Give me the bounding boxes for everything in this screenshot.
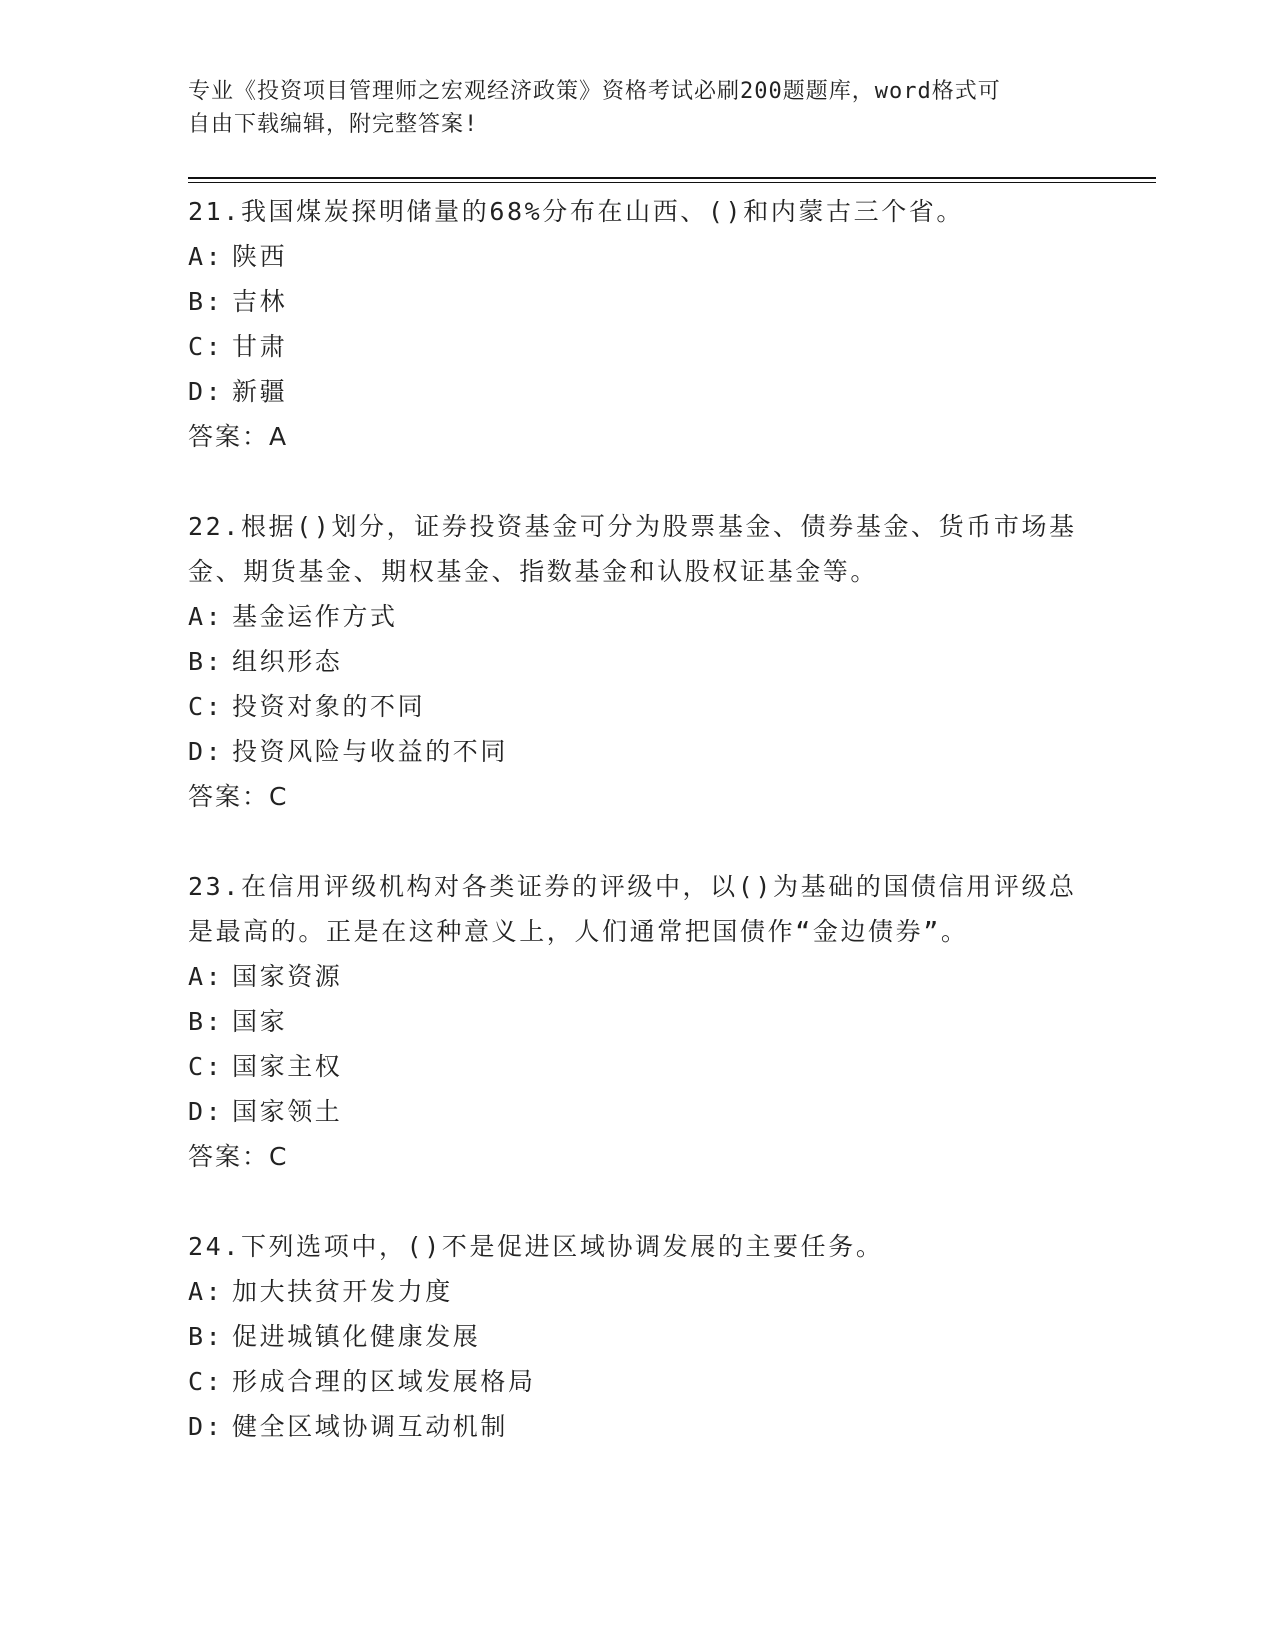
option-d	[188, 1089, 1088, 1134]
option-a	[188, 594, 1088, 639]
option-d	[188, 369, 1088, 414]
question-list	[188, 189, 1088, 1494]
option-letter: D:	[188, 737, 224, 766]
document-header	[188, 75, 1088, 141]
option-a	[188, 234, 1088, 279]
option-text: 甘肃	[232, 332, 288, 361]
header-line-1: 专业《投资项目管理师之宏观经济政策》资格考试必刷200题题库，word格式可	[188, 79, 1001, 104]
option-letter: D:	[188, 377, 224, 406]
answer-line: 答案：A	[188, 422, 289, 451]
question-23	[188, 864, 1088, 1179]
option-letter: B:	[188, 1007, 224, 1036]
option-text: 吉林	[232, 287, 288, 316]
option-letter: A:	[188, 602, 224, 631]
option-letter: B:	[188, 287, 224, 316]
option-text: 投资对象的不同	[232, 692, 426, 721]
answer-line: 答案：C	[188, 782, 289, 811]
option-text: 国家资源	[232, 962, 343, 991]
option-text: 形成合理的区域发展格局	[232, 1367, 536, 1396]
option-b	[188, 639, 1088, 684]
option-letter: D:	[188, 1097, 224, 1126]
option-letter: C:	[188, 332, 224, 361]
option-c	[188, 324, 1088, 369]
option-c	[188, 1359, 1088, 1404]
option-letter: B:	[188, 1322, 224, 1351]
option-text: 组织形态	[232, 647, 343, 676]
option-letter: A:	[188, 962, 224, 991]
option-text: 健全区域协调互动机制	[232, 1412, 509, 1441]
question-22	[188, 504, 1088, 819]
option-text: 投资风险与收益的不同	[232, 737, 509, 766]
header-line-2: 自由下载编辑，附完整答案!	[188, 112, 479, 137]
option-text: 国家	[232, 1007, 288, 1036]
option-letter: C:	[188, 692, 224, 721]
option-d	[188, 729, 1088, 774]
question-stem: 21.我国煤炭探明储量的68%分布在山西、()和内蒙古三个省。	[188, 197, 965, 226]
option-b	[188, 999, 1088, 1044]
option-text: 陕西	[232, 242, 288, 271]
option-letter: A:	[188, 1277, 224, 1306]
option-letter: B:	[188, 647, 224, 676]
option-d	[188, 1404, 1088, 1449]
option-a	[188, 1269, 1088, 1314]
option-b	[188, 1314, 1088, 1359]
option-text: 国家领土	[232, 1097, 343, 1126]
question-stem: 24.下列选项中，()不是促进区域协调发展的主要任务。	[188, 1232, 884, 1261]
option-text: 国家主权	[232, 1052, 343, 1081]
question-stem: 22.根据()划分，证券投资基金可分为股票基金、债券基金、货币市场基金、期货基金、期权基金、指数基金和认股权证基金等。	[188, 512, 1077, 586]
option-text: 促进城镇化健康发展	[232, 1322, 481, 1351]
option-text: 新疆	[232, 377, 288, 406]
question-stem: 23.在信用评级机构对各类证券的评级中，以()为基础的国债信用评级总是最高的。正是在这种意义上，人们通常把国债作“金边债券”。	[188, 872, 1077, 946]
question-21	[188, 189, 1088, 459]
option-text: 基金运作方式	[232, 602, 398, 631]
option-text: 加大扶贫开发力度	[232, 1277, 453, 1306]
header-divider-thin	[188, 182, 1156, 183]
header-divider-thick	[188, 177, 1156, 179]
option-c	[188, 684, 1088, 729]
option-letter: C:	[188, 1052, 224, 1081]
answer-line: 答案：C	[188, 1142, 289, 1171]
option-letter: C:	[188, 1367, 224, 1396]
option-letter: D:	[188, 1412, 224, 1441]
option-a	[188, 954, 1088, 999]
question-24	[188, 1224, 1088, 1449]
option-letter: A:	[188, 242, 224, 271]
option-c	[188, 1044, 1088, 1089]
option-b	[188, 279, 1088, 324]
